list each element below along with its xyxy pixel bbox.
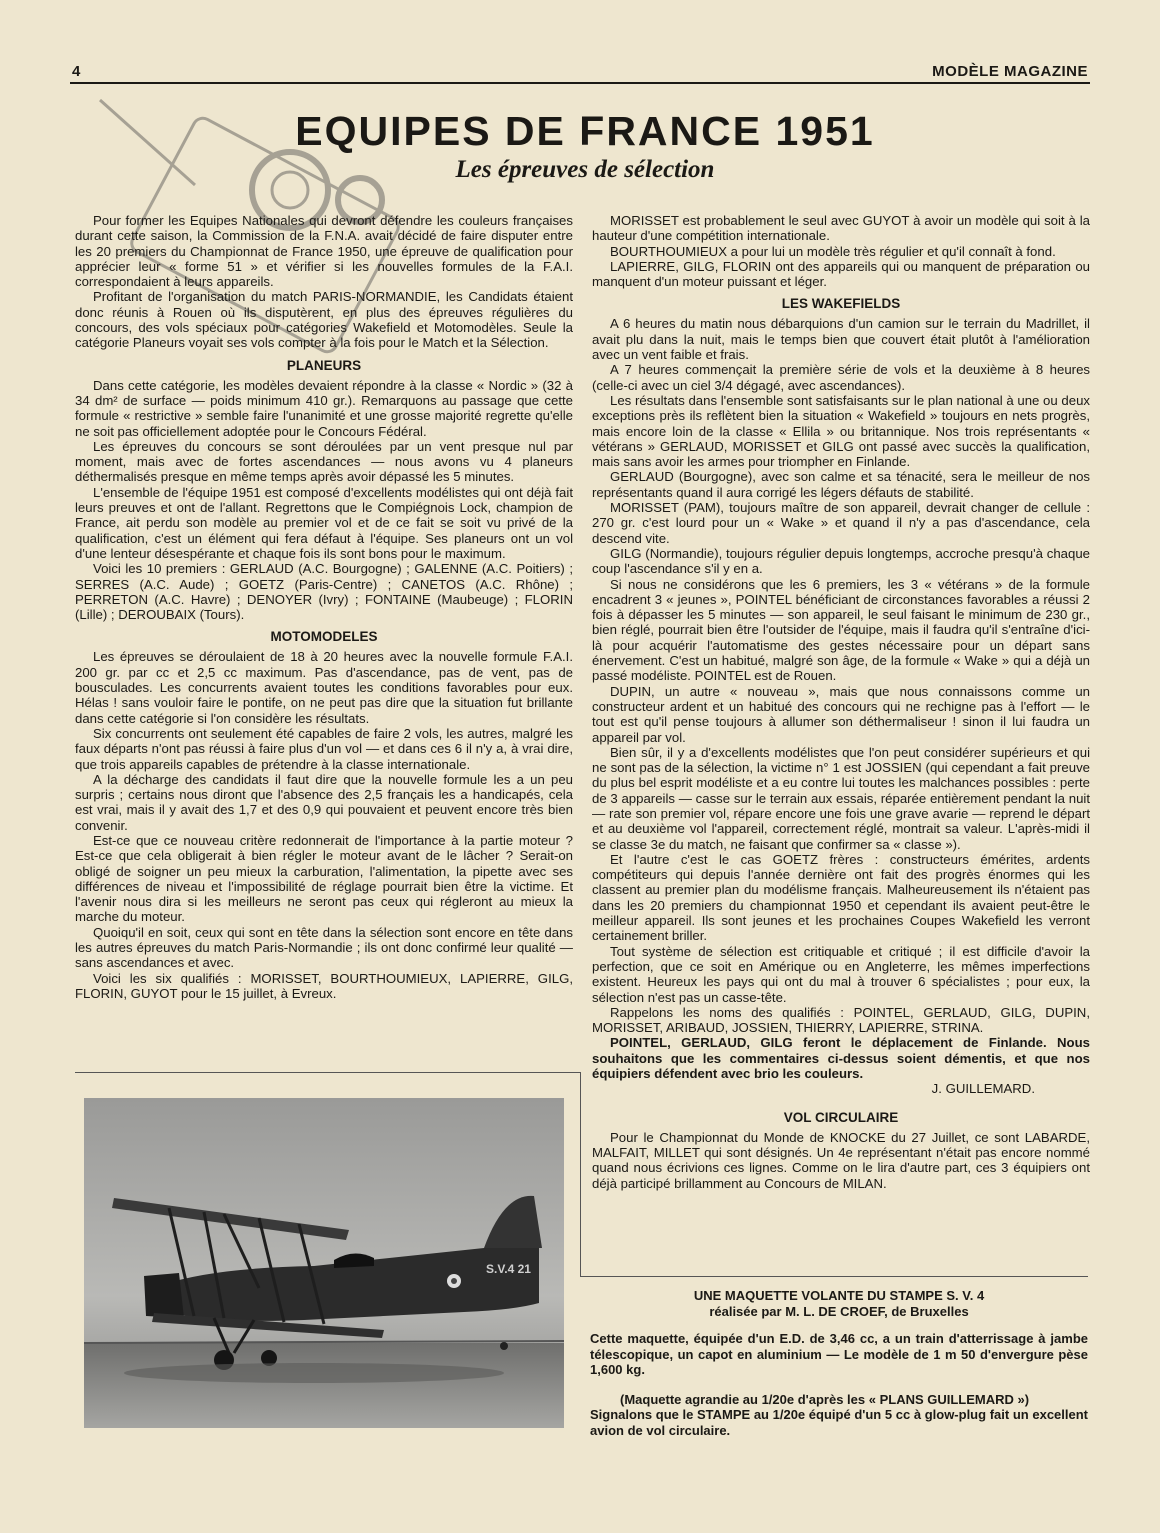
paragraph: LAPIERRE, GILG, FLORIN ont des appareils qui ou manquent de préparation ou manquent d'un moteur puissant et léger. <box>592 258 1090 290</box>
paragraph: DUPIN, un autre « nouveau », mais que nous connaissons comme un constructeur ardent et un habitué des concours qui ne rechigne pas à l'effort — le tout est qu'il pense toujours à allumer son déthermaliseur ! sinon il lui faudra un appareil par vol. <box>592 683 1090 745</box>
article-subtitle: Les épreuves de sélection <box>455 156 715 183</box>
paragraph: Dans cette catégorie, les modèles devaient répondre à la classe « Nordic » (32 à 34 dm² de surface — poids minimum 410 gr.). Remarquons au passage que cette formule « restrictive » semble faire l'unanimité et une grosse majorité regrette qu'elle ne soit pas officiellement adoptée pour le Concours Fédéral. <box>75 377 573 439</box>
page-number: 4 <box>72 63 81 80</box>
column-divider <box>580 1072 581 1277</box>
article-title: EQUIPES DE FRANCE 1951 <box>295 108 875 154</box>
paragraph: GERLAUD (Bourgogne), avec son calme et sa ténacité, sera le meilleur de nos représentants quand il aura corrigé les légers défauts de stabilité. <box>592 469 1090 500</box>
photo-caption <box>590 1288 1088 1438</box>
paragraph: Voici les six qualifiés : MORISSET, BOURTHOUMIEUX, LAPIERRE, GILG, FLORIN, GUYOT pour le 15 juillet, à Evreux. <box>75 970 573 1001</box>
caption-note-glow-plug: Signalons que le STAMPE au 1/20e équipé d'un 5 cc à glow-plug fait un excellent avion de vol circulaire. <box>590 1407 1088 1438</box>
caption-divider <box>580 1276 1088 1277</box>
left-column <box>75 213 573 1001</box>
closing-paragraph: POINTEL, GERLAUD, GILG feront le déplacement de Finlande. Nous souhaitons que les commentaires ci-dessus soient démentis, et que nos équipiers défendent avec brio les couleurs. <box>592 1035 1090 1082</box>
author-signature: J. GUILLEMARD. <box>931 1081 1035 1097</box>
caption-title: UNE MAQUETTE VOLANTE DU STAMPE S. V. 4 <box>693 1288 985 1303</box>
paragraph: Voici les 10 premiers : GERLAUD (A.C. Bourgogne) ; GALENNE (A.C. Poitiers) ; SERRES (A.C. Aude) ; GOETZ (Paris-Centre) ; CANETOS (A.C. Rhône) ; PERRETON (A.C. Havre) ; DENOYER (Ivry) ; FONTAINE (Maubeuge) ; FLORIN (Lille) ; DEROUBAIX (Tours). <box>75 561 573 623</box>
paragraph: Et l'autre c'est le cas GOETZ frères : constructeurs émérites, ardents compétiteurs qui depuis l'année dernière ont fait des progrès énormes qui les classent au premier plan du modélisme français. Malheureusement ils n'étaient pas dans les 20 premiers du championnat 1950 et cependant ils avaient peut-être le meilleur appareil. Ils sont jeunes et les prochaines Coupes Wakefield les verront certainement briller. <box>592 851 1090 944</box>
caption-note <box>590 1392 1088 1439</box>
fuselage-marking: S.V.4 21 <box>486 1262 531 1276</box>
paragraph: A la décharge des candidats il faut dire que la nouvelle formule les a un peu surpris ; certains nous diront que l'absence des 2,5 français les a handicapés, cela est vrai, mais il y avait des 1,7 et des 0,9 qui pouvaient et peuvent encore très bien convenir. <box>75 771 573 833</box>
paragraph: L'ensemble de l'équipe 1951 est composé d'excellents modélistes qui ont déjà fait leurs preuves et ont de l'allant. Regrettons que le Compiégnois Lock, champion de France, ait perdu son modèle au premier vol et de ce fait se soit vu privé de la qualification, c'est un élément qui fera défaut à l'équipe. Ses planeurs ont un vol d'une lenteur désespérante et chaque fois ils sont bons pour le maximum. <box>75 484 573 561</box>
paragraph: Si nous ne considérons que les 6 premiers, les 3 « vétérans » de la formule encadrent 3 « jeunes », POINTEL bénéficiant de circonstances favorables a réussi 2 fois à dépasser les 5 minutes — son appareil, le seul faisant le minimum de 230 gr., bien réglé, pourrait bien être l'outsider de l'équipe, mais il faudra qu'il s'entraîne d'ici-là pour acquérir l'automatisme des gestes nécessaire pour un départ sans énervement. C'est un habitué, malgré son âge, de la formule « Wake » qui a déjà un passé modéliste. POINTEL est de Rouen. <box>592 576 1090 684</box>
paragraph: Les épreuves du concours se sont déroulées par un vent presque nul par moment, mais avec de fortes ascendances — nous avons vu 4 planeurs déthermalisés presque en même temps après avoir dépassé les 5 minutes. <box>75 438 573 485</box>
paragraph: BOURTHOUMIEUX a pour lui un modèle très régulier et qu'il connaît à fond. <box>610 243 1056 259</box>
spacer <box>592 1097 1090 1103</box>
photo-divider <box>75 1072 580 1073</box>
paragraph: Les résultats dans l'ensemble sont satisfaisants sur le plan national à une ou deux exceptions près ils reflètent bien la situation « Wakefield » toujours en nets progrès, mais encore loin de la classe « Ellila » ou britannique. Nos trois représentants « vétérans » GERLAUD, MORISSET et GILG ont passé avec succès la qualification, mais sans avoir les armes pour triompher en Finlande. <box>592 392 1090 470</box>
paragraph: A 7 heures commençait la première série de vols et la deuxième à 8 heures (celle-ci avec un ciel 3/4 dégagé, avec ascendances). <box>592 362 1090 393</box>
paragraph: Profitant de l'organisation du match PARIS-NORMANDIE, les Candidats étaient donc réunis à Rouen où ils disputèrent, en plus des épreuves régulières du concours, des vols spéciaux pour catégories Wakefield et Motomodèles. Seule la catégorie Planeurs voyait ses vols compter à la fois pour le Match et la Sélection. <box>75 289 573 351</box>
paragraph: Pour le Championnat du Monde de KNOCKE du 27 Juillet, ce sont LABARDE, MALFAIT, MILLET qui sont désignés. Un 4e représentant n'était pas encore nommé quand nous écrivions ces lignes. Comme on le lira d'autre part, ces 3 équipiers ont déjà participé brillamment au Concours de MILAN. <box>592 1129 1090 1191</box>
caption-subtitle: réalisée par M. L. DE CROEF, de Bruxelles <box>709 1303 969 1319</box>
paragraph: Six concurrents ont seulement été capables de faire 2 vols, les autres, malgré les faux départs n'ont pas réussi à faire plus d'un vol — et dans ces 6 il n'y a, à vrai dire, que trois appareils capables de prétendre à la classe internationale. <box>75 725 573 772</box>
biplane-photo <box>84 1098 564 1428</box>
paragraph: Est-ce que ce nouveau critère redonnerait de l'importance à la partie moteur ? Est-ce que cela obligerait à bien régler le moteur avant de le lâcher ? Serait-on obligé de soigner un peu mieux la carburation, l'alimentation, la pipette avec ses différences de niveau et l'impossibilité de réglage pourrait bien être la victime. Et l'avenir nous dira si les meilleurs ne seront pas ceux qui régleront au mieux la marche du moteur. <box>75 832 573 925</box>
caption-body: Cette maquette, équipée d'un E.D. de 3,46 cc, a un train d'atterrissage à jambe télescopique, un capot en aluminium — Le modèle de 1 m 50 d'envergure pèse 1,600 kg. <box>590 1331 1088 1377</box>
paragraph: MORISSET est probablement le seul avec GUYOT à avoir un modèle qui soit à la hauteur d'une compétition internationale. <box>592 213 1090 244</box>
paragraph: GILG (Normandie), toujours régulier depuis longtemps, accroche presqu'à chaque coup l'ascendance s'il y en a. <box>592 545 1090 577</box>
magazine-name: MODÈLE MAGAZINE <box>932 63 1088 80</box>
paragraph: Bien sûr, il y a d'excellents modélistes que l'on peut considérer supérieurs et qui ne sont pas de la sélection, la victime n° 1 est JOSSIEN (qui cependant a fait preuve du plus bel esprit modéliste et a eu contre lui toutes les malchances possibles : perte de 3 appareils — casse sur le terrain aux essais, réparée entièrement pendant la nuit — rate son premier vol, répare encore une fois une grave avarie — reprend le départ et au deuxième vol l'appareil, correctement réglé, montrait sa valeur. L'après-midi il se classe 3e du match, ne faisant que confirmer sa « classe »). <box>592 744 1090 852</box>
header-rule <box>70 82 1090 84</box>
section-heading-wakefields: LES WAKEFIELDS <box>781 296 901 312</box>
paragraph: Quoiqu'il en soit, ceux qui sont en tête dans la sélection sont encore en tête dans les autres épreuves du match Paris-Normandie ; ils ont donc confirmé leur qualité — sans ascendances et avec. <box>75 924 573 971</box>
paragraph: A 6 heures du matin nous débarquions d'un camion sur le terrain du Madrillet, il avait plu dans la nuit, mais le temps bien que couvert était plutôt à l'amélioration avec un vent faible et frais. <box>592 316 1090 363</box>
paragraph: Les épreuves se déroulaient de 18 à 20 heures avec la nouvelle formule F.A.I. 200 gr. par cc et 2,5 cc maximum. Pas d'ascendance, pas de vent, pas de bousculades. Les concurrents avaient toutes les conditions favorables pour eux. Hélas ! sans vouloir faire le pontife, on ne peut pas dire que la situation fut brillante dans cette catégorie si l'on considère les résultats. <box>75 649 573 726</box>
section-heading-motomodeles: MOTOMODELES <box>270 629 378 645</box>
paragraph: Rappelons les noms des qualifiés : POINTEL, GERLAUD, GILG, DUPIN, MORISSET, ARIBAUD, JOSSIEN, THIERRY, LAPIERRE, STRINA. <box>592 1004 1090 1036</box>
caption-note-plans: (Maquette agrandie au 1/20e d'après les « PLANS GUILLEMARD ») <box>620 1391 1030 1407</box>
paragraph: Tout système de sélection est critiquable et critiqué ; il est difficile d'avoir la perfection, que ce soit en Amérique ou en Angleterre, les mêmes imperfections existent. Heureux les pays qui ont du mal à trouver 6 spécialistes ; pour eux, la sélection n'est pas un casse-tête. <box>592 943 1090 1005</box>
paragraph: MORISSET (PAM), toujours maître de son appareil, devrait changer de cellule : 270 gr. c'est lourd pour un « Wake » et quand il n'y a pas d'ascendance, cela descend vite. <box>592 500 1090 546</box>
right-column <box>592 213 1090 1191</box>
section-heading-vol-circulaire: VOL CIRCULAIRE <box>783 1109 899 1125</box>
section-heading-planeurs: PLANEURS <box>286 357 362 373</box>
paragraph: Pour former les Equipes Nationales qui devront défendre les couleurs françaises durant cette saison, la Commission de la F.N.A. avait décidé de faire disputer entre les 20 premiers du Championnat de France 1950, une épreuve de qualification pour apprécier leur « forme 51 » et vérifier si les nouvelles formules de la F.A.I. correspondaient à leurs appareils. <box>75 213 573 290</box>
